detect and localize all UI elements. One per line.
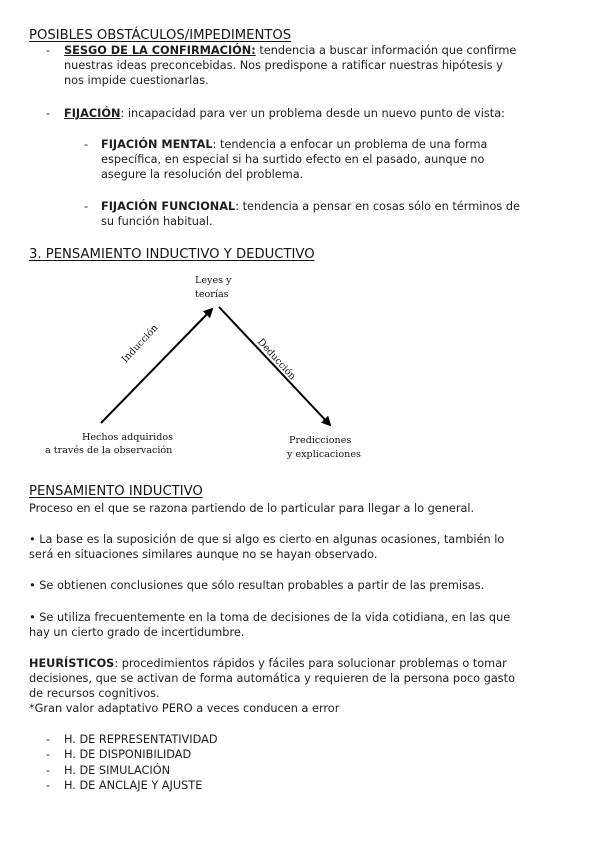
list-item-mental-fixation: FIJACIÓN MENTAL: tendencia a enfocar un problema de una forma (101, 138, 488, 151)
inductive-intro: Proceso en el que se razona partiendo de lo particular para llegar a lo general. (29, 502, 475, 515)
list-dash: - (46, 764, 51, 777)
list-item-fixation: FIJACIÓN: incapacidad para ver un problema desde un nuevo punto de vista: (64, 107, 505, 120)
list-dash: - (84, 138, 89, 151)
heuristic-availability: H. DE DISPONIBILIDAD (64, 748, 192, 761)
heuristic-anchoring-adjustment: H. DE ANCLAJE Y AJUSTE (64, 779, 203, 792)
list-dash: - (46, 748, 51, 761)
list-dash: - (46, 107, 51, 120)
diagram-label-facts: Hechos adquiridos (82, 432, 174, 443)
list-item-text-line: nuestras ideas preconcebidas. Nos predispone a ratificar nuestras hipótesis y (64, 59, 503, 72)
list-item-text-line: asegure la resolución del problema. (101, 168, 304, 181)
list-item-text-line: nos impide cuestionarlas. (64, 74, 209, 87)
list-item-functional-fixation: FIJACIÓN FUNCIONAL: tendencia a pensar en cosas sólo en términos de (101, 200, 521, 213)
diagram-label-facts-2: a través de la observación (45, 445, 173, 456)
heuristics-note: *Gran valor adaptativo PERO a veces conducen a error (29, 702, 340, 715)
heuristics-definition: HEURÍSTICOS: procedimientos rápidos y fáciles para solucionar problemas o tomar (29, 657, 507, 670)
section-title-obstacles: POSIBLES OBSTÁCULOS/IMPEDIMENTOS (29, 28, 292, 43)
list-dash: - (84, 200, 89, 213)
term-mental-fixation: FIJACIÓN MENTAL (101, 138, 213, 151)
heuristic-representativeness: H. DE REPRESENTATIVIDAD (64, 733, 218, 746)
heuristics-text-line: de recursos cognitivos. (29, 687, 160, 700)
term-functional-fixation: FIJACIÓN FUNCIONAL (101, 200, 236, 213)
diagram-label-laws-theories: Leyes y (195, 275, 232, 286)
diagram-label-induction: Inducción (119, 322, 161, 366)
diagram-label-predictions-2: y explicaciones (287, 449, 361, 460)
term-heuristics: HEURÍSTICOS (29, 657, 115, 670)
list-item-confirmation-bias: SESGO DE LA CONFIRMACIÓN: tendencia a buscar información que confirme (64, 44, 517, 57)
term-confirmation-bias: SESGO DE LA CONFIRMACIÓN: (64, 44, 256, 57)
list-dash: - (46, 779, 51, 792)
bullet-line: • Se utiliza frecuentemente en la toma de decisiones de la vida cotidiana, en las que (29, 611, 511, 624)
heuristic-simulation: H. DE SIMULACIÓN (64, 764, 171, 777)
term-fixation: FIJACIÓN (64, 107, 121, 120)
diagram-label-laws-theories-2: teorías (195, 289, 229, 300)
heuristics-text-line: decisiones, que se activan de forma automática y requieren de la persona poco gasto (29, 672, 516, 685)
diagram-label-deduction: Deducción (255, 336, 298, 383)
bullet-line: • Se obtienen conclusiones que sólo resultan probables a partir de las premisas. (29, 579, 485, 592)
list-dash: - (46, 733, 51, 746)
list-item-text-line: su función habitual. (101, 215, 213, 228)
section-title-inductive-deductive: 3. PENSAMIENTO INDUCTIVO Y DEDUCTIVO (29, 247, 315, 262)
bullet-line: • La base es la suposición de que si algo es cierto en algunas ocasiones, también lo (29, 533, 505, 546)
diagram-label-predictions: Predicciones (289, 435, 352, 446)
bullet-line: hay un cierto grado de incertidumbre. (29, 626, 245, 639)
section-title-inductive: PENSAMIENTO INDUCTIVO (29, 484, 203, 499)
list-item-text-line: específica, en especial si ha surtido efecto en el pasado, aunque no (101, 153, 485, 166)
list-dash: - (46, 44, 51, 57)
bullet-line: será en situaciones similares aunque no se hayan observado. (29, 548, 378, 561)
